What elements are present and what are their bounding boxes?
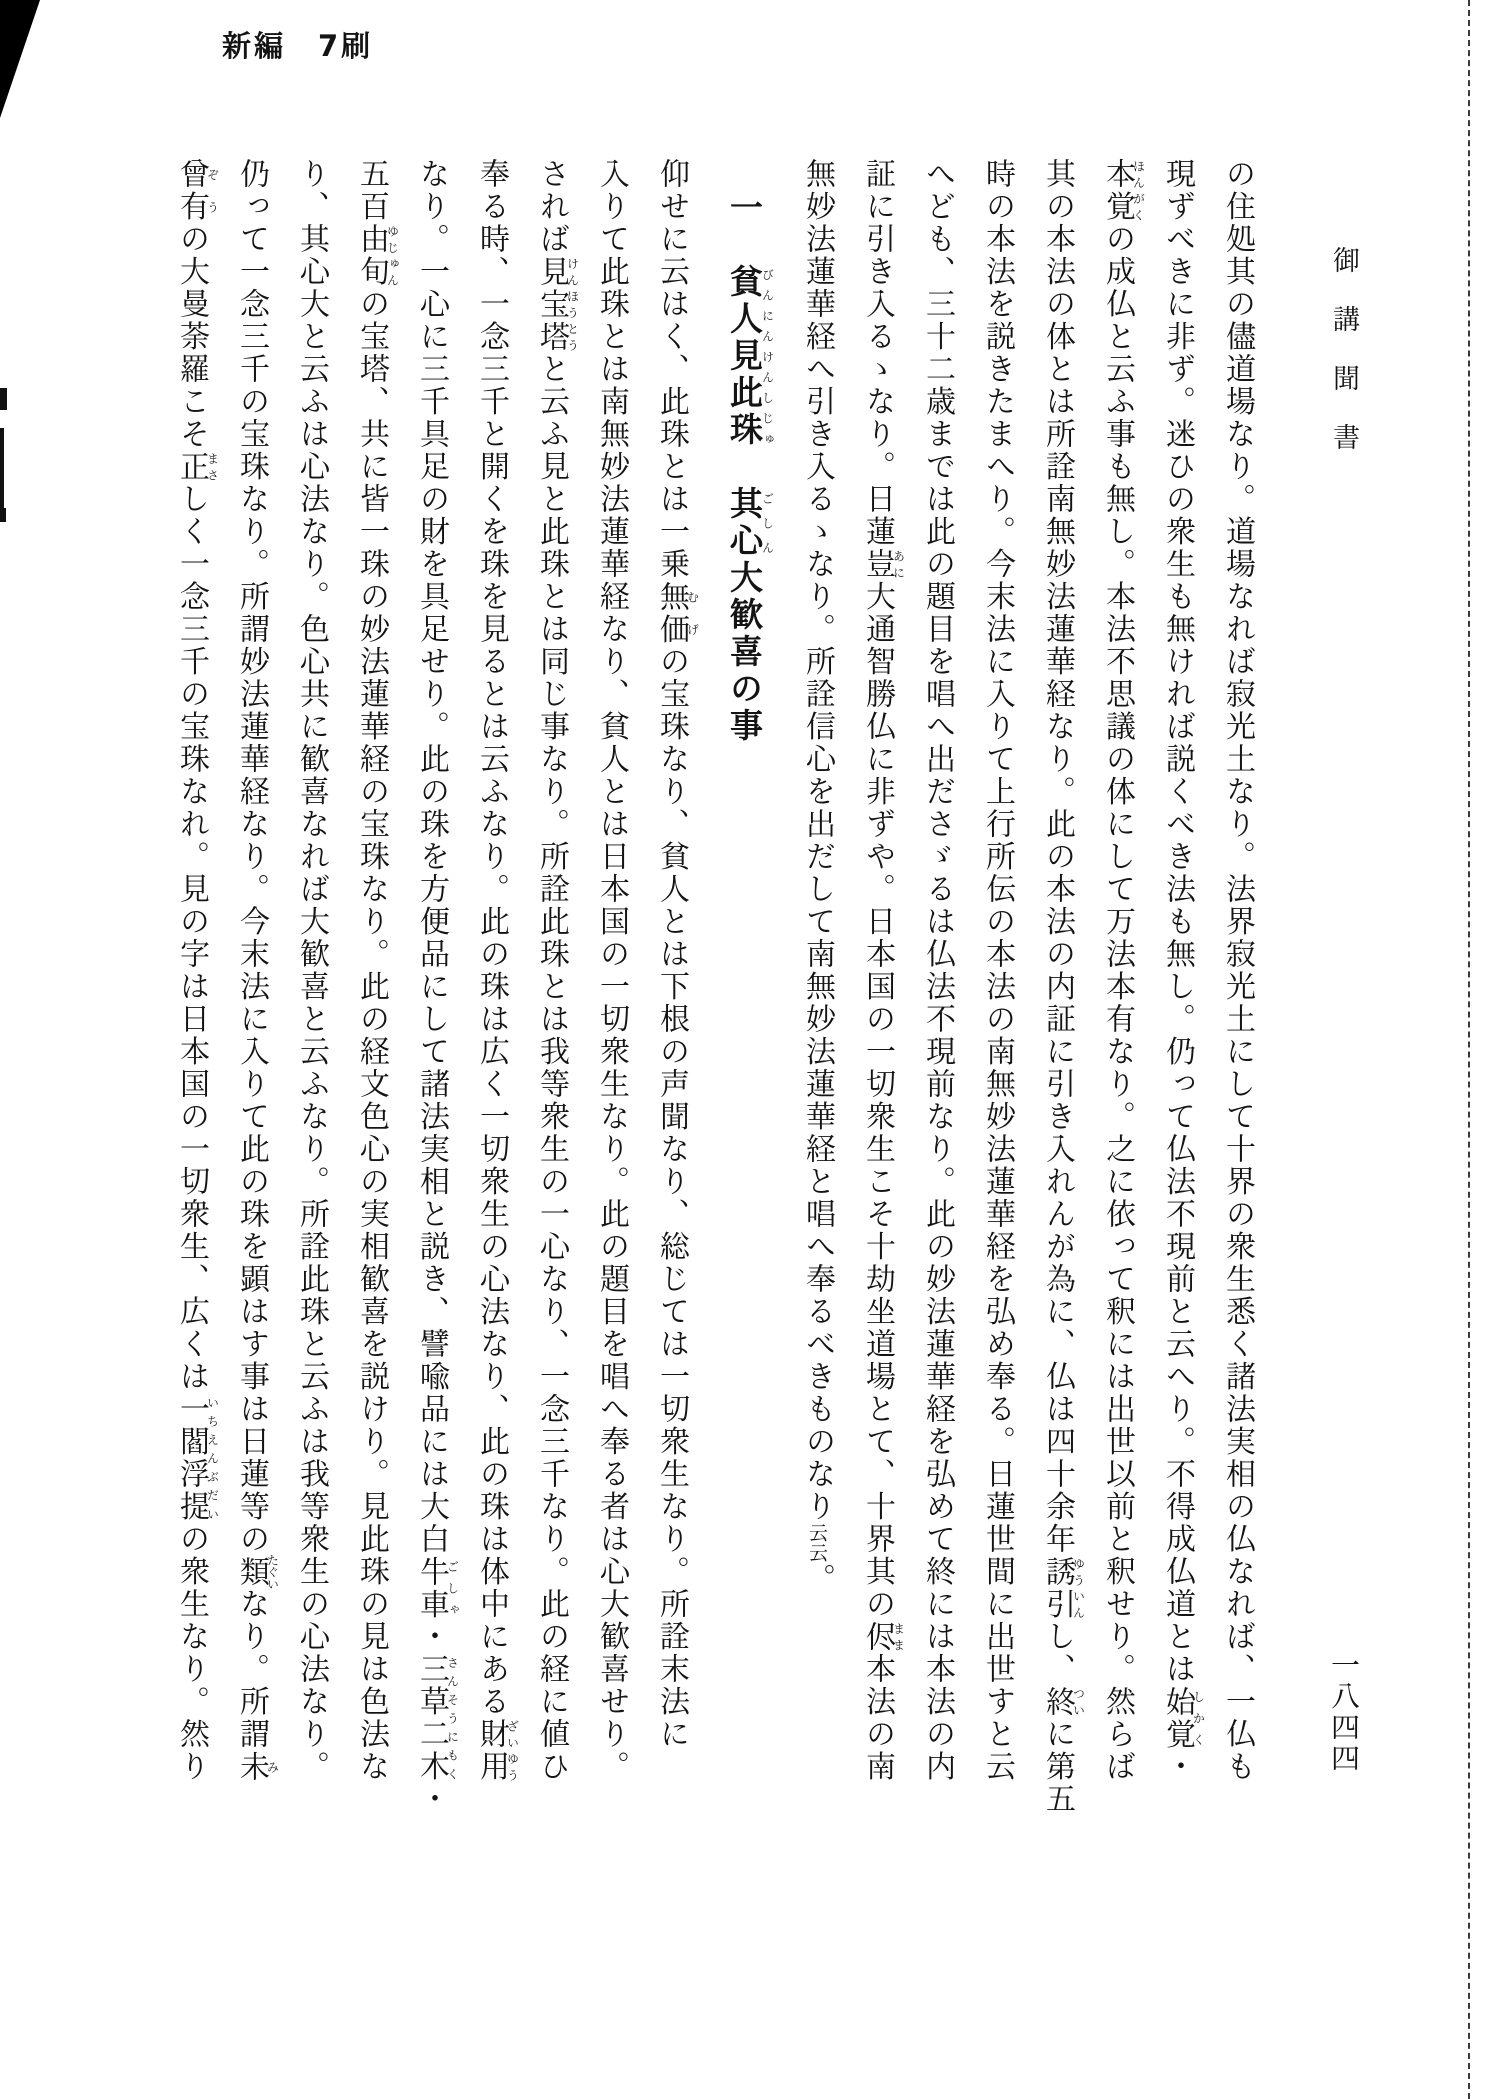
text-column: 無妙法蓮華経へ引き入るゝなり。所詮信心を出だして南無妙法蓮華経と唱へ奉るべきものなり云云。: [800, 158, 835, 1596]
ruby-annotated-word: 三草二木さんそうにもく: [414, 1653, 460, 1783]
text-column: 五百由旬ゆじゅんの宝塔、共に皆一珠の妙法蓮華経の宝珠なり。此の経文色心の実相歓喜を説けり。見此珠の見は色法な: [354, 158, 400, 1783]
ruby-annotated-word: 終つい: [1040, 1685, 1086, 1718]
scan-artifact-corner: [0, 0, 40, 118]
ruby-annotated-word: 類たぐい: [234, 1553, 280, 1590]
section-heading: 一 貧人見此珠びんにんけんしじゅ 其心ごしん大歓喜の事: [725, 190, 775, 745]
ruby-annotated-word: 見宝塔けんほうとう: [534, 255, 580, 353]
ruby-annotated-word: 財用ざいゆう: [474, 1718, 520, 1783]
text-column: 時の本法を説きたまへり。今末法に入りて上行所伝の本法の南無妙法蓮華経を弘め奉る。日蓮世間に出世すと云: [980, 158, 1015, 1783]
text-column: されば見宝塔けんほうとうと云ふ見と此珠とは同じ事なり。所詮此珠とは我等衆生の一心なり、一念三千なり。此の経に値ひ: [534, 158, 580, 1783]
text-column: 現ずべきに非ず。迷ひの衆生も無ければ説くべき法も無し。仍って仏法不現前と云へり。不得成仏道とは始覚しかく・: [1160, 158, 1206, 1783]
text-column: 仍って一念三千の宝珠なり。所謂妙法蓮華経なり。今末法に入りて此の珠を顕はす事は日蓮等の類たぐいなり。所謂未み: [234, 158, 280, 1783]
text-column: 仰せに云はく、此珠とは一乗無価むげの宝珠なり、貧人とは下根の声聞なり、総じては一切衆生なり。所詮末法に: [654, 158, 700, 1751]
ruby-annotated-word: 曾有ぞう: [174, 158, 220, 223]
text-column: 其の本法の体とは所詮南無妙法蓮華経なり。此の本法の内証に引き入れんが為に、仏は四十余年誘引ゆういんし、終ついに第五: [1040, 158, 1086, 1816]
ruby-annotated-word: 誘引ゆういん: [1040, 1555, 1086, 1621]
scan-artifact-mark: [0, 428, 4, 510]
ruby-annotated-word: 牛車ごしゃ: [414, 1555, 460, 1621]
ruby-annotated-word: 豈あに: [860, 548, 906, 581]
print-edition-label: 新編 7刷: [222, 29, 374, 63]
ruby-annotated-word: 始覚しかく: [1160, 1685, 1206, 1751]
text-block: [161, 158, 1267, 1816]
ruby-annotated-word: 其心ごしん: [725, 486, 775, 560]
text-column: 本覚ほんがくの成仏と云ふ事も無し。本法不思議の体にして万法本有なり。之に依って釈には出世以前と釈せり。然らば: [1100, 158, 1146, 1783]
text-column: 入りて此珠とは南無妙法蓮華経なり、貧人とは日本国の一切衆生なり。此の題目を唱へ奉る者は心大歓喜せり。: [594, 158, 629, 1783]
text-column: り、其心大と云ふは心法なり。色心共に歓喜なれば大歓喜と云ふなり。所詮此珠と云ふは我等衆生の心法なり。: [294, 158, 329, 1783]
text-column: へども、三十二歳までは此の題目を唱へ出ださゞるは仏法不現前なり。此の妙法蓮華経を弘めて終には本法の内: [920, 158, 955, 1783]
page-number: 一八四四: [1327, 1650, 1361, 1774]
text-column: 証に引き入るゝなり。日蓮豈あに大通智勝仏に非ずや。日本国の一切衆生こそ十劫坐道場とて、十界其の侭まま本法の南: [860, 158, 906, 1783]
ruby-annotated-word: 侭まま: [860, 1620, 906, 1653]
ruby-annotated-word: 一閻浮提いちえんぶだい: [174, 1393, 220, 1523]
text-column: 曾有ぞうの大曼荼羅こそ正まさしく一念三千の宝珠なれ。見の字は日本国の一切衆生、広くは一閻浮提いちえんぶだいの衆生なり。然り: [174, 158, 220, 1783]
ruby-annotated-word: 貧人見此珠びんにんけんしじゅ: [725, 264, 775, 449]
ruby-annotated-word: 本覚ほんがく: [1100, 158, 1146, 223]
text-column: の住処其の儘道場なり。道場なれば寂光土なり。法界寂光土にして十界の衆生悉く諸法実相の仏なれば、一仏も: [1220, 158, 1255, 1783]
ruby-annotated-word: 無価むげ: [654, 580, 700, 646]
small-note-text: 云云: [806, 1523, 828, 1563]
ruby-annotated-word: 由旬ゆじゅん: [354, 223, 400, 288]
text-column: 奉る時、一念三千と開くを珠を見るとは云ふなり。此の珠は広く一切衆生の心法なり、此の珠は体中にある財用ざいゆう: [474, 158, 520, 1783]
ruby-annotated-word: 未み: [234, 1750, 280, 1783]
text-column: なり。一心に三千具足の財を具足せり。此の珠を方便品にして諸法実相と説き、譬喩品には大白牛車ごしゃ・三草二木さんそうにもく・: [414, 158, 460, 1816]
book-title: 御講聞書: [1328, 246, 1359, 482]
page-edge-dashed-line: [1468, 0, 1470, 2099]
scan-artifact-mark: [0, 508, 6, 522]
scan-artifact-mark: [0, 388, 7, 410]
ruby-annotated-word: 正まさ: [174, 450, 220, 483]
